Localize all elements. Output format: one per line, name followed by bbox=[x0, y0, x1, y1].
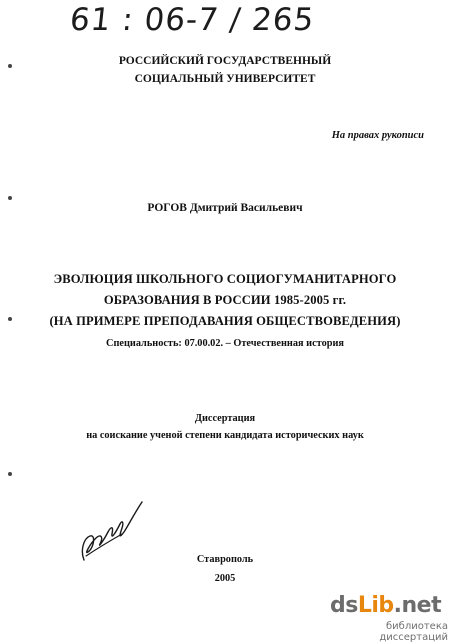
logo-prefix: ds bbox=[330, 593, 358, 618]
thesis-title-line1: ЭВОЛЮЦИЯ ШКОЛЬНОГО СОЦИОГУМАНИТАРНОГО bbox=[53, 272, 397, 286]
margin-dot bbox=[8, 472, 12, 476]
year: 2005 bbox=[214, 573, 236, 584]
dslib-logo bbox=[330, 593, 441, 618]
margin-dot bbox=[8, 196, 12, 200]
thesis-title-line2: ОБРАЗОВАНИЯ В РОССИИ 1985-2005 гг. bbox=[103, 293, 347, 307]
watermark-caption: библиотека диссертаций bbox=[379, 621, 448, 643]
manuscript-note: На правах рукописи bbox=[331, 130, 424, 141]
logo-lib: Lib bbox=[357, 593, 394, 618]
university-name-line1: РОССИЙСКИЙ ГОСУДАРСТВЕННЫЙ bbox=[118, 55, 332, 67]
author-name: РОГОВ Дмитрий Васильевич bbox=[147, 202, 303, 214]
dslib-watermark bbox=[318, 593, 448, 641]
specialty: Специальность: 07.00.02. – Отечественная история bbox=[106, 338, 344, 349]
university-name-line2: СОЦИАЛЬНЫЙ УНИВЕРСИТЕТ bbox=[134, 73, 316, 85]
handwritten-archive-number: 61 : 06-7 / 265 bbox=[68, 2, 317, 38]
city: Ставрополь bbox=[196, 554, 254, 565]
degree-text: на соискание ученой степени кандидата исторических наук bbox=[86, 430, 364, 441]
thesis-title-line3: (НА ПРИМЕРЕ ПРЕПОДАВАНИЯ ОБЩЕСТВОВЕДЕНИЯ) bbox=[49, 314, 401, 328]
dissertation-label: Диссертация bbox=[194, 413, 256, 424]
logo-suffix: .net bbox=[393, 593, 442, 618]
